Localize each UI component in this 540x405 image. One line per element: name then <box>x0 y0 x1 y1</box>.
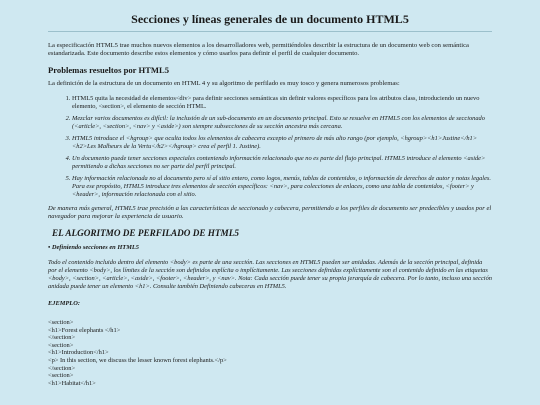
page-title: Secciones y líneas generales de un documento HTML5 <box>131 12 409 26</box>
problem-item: 2. Mezclar varios documentos es difícil: la inclusión de un sub-documento en un documento principal. Esto se resuelve en HTML5 con los elementos de seccionado (<article>, <section>, <nav> y <aside>) son siempre subsecciones de su sección ancestra más cercana. <box>72 115 492 131</box>
problem-item: 5. Hay información relacionada no al documento pero sí al sitio entero, como logos, menús, tablas de contenidos, o información de derechos de autor y notas legales. Para ese propósito, HTML5 introduce tres elementos de sección específicos: <nav>, para colecciones de enlaces, como una tabla de contenidos, <footer> y <header>, información relacionada con el sitio. <box>72 175 492 199</box>
problem-item: 4. Un documento puede tener secciones especiales conteniendo información relacionado que no es parte del flujo principal. HTML5 introduce el elemento <aside> permitiendo a dichas secciones no ser parte del perfil principal. <box>72 155 492 171</box>
algorithm-body: Todo el contenido incluido dentro del elemento <body> es parte de una sección. Las secciones en HTML5 pueden ser anidadas. Además de la sección principal, definida por el elemento <body>, los límites de la sección son definidos explícita o implícitamente. Las secciones definidas explícitamente son el contenido definido en las etiquetas <body>, <section>, <article>, <aside>, <footer>, <header>, y <nav>. Nota: Cada sección puede tener su propia jerarquía de cabecera. Por lo tanto, incluso una sección anidada puede tener un elemento <h1>. Consulte también Definiendo cabeceras en HTML5. <box>48 259 492 290</box>
problems-heading: Problemas resueltos por HTML5 <box>48 65 170 75</box>
problems-intro: La definición de la estructura de un documento en HTML 4 y su algoritmo de perfilado es muy tosco y genera numerosos problemas: <box>48 80 400 87</box>
conclusion-paragraph: De manera más general, HTML5 trae precisión a las características de seccionado y cabecera, permitiendo a los perfiles de documento ser predecibles y usados por el navegador para mejorar la experiencia de usuario. <box>48 205 492 220</box>
bullet-heading: • Definiendo secciones en HTML5 <box>48 244 139 251</box>
example-label: EJEMPLO: <box>48 300 80 307</box>
problem-item: 3. HTML5 introduce el <hgroup> que oculta todos los elementos de cabecera excepto el primero de más alto rango (por ejemplo, <hgroup><h1>Justine</h1><h2>Les Malheurs de la Vertu</h2></hgroup> crea el perfil 1. Justine). <box>72 135 492 151</box>
title-divider <box>48 31 492 32</box>
algorithm-heading: EL ALGORITMO DE PERFILADO DE HTML5 <box>52 228 239 238</box>
problems-list <box>48 95 492 199</box>
code-example: <section> <h1>Forest elephants </h1> </section> <section> <h1>Introduction</h1> <p> In this section, we discuss the lesser known forest elephants.</p> </section> <section> <h1>Habitat</h1> <box>48 319 227 387</box>
problem-item: 1. HTML5 quita la necesidad de elementos<div> para definir secciones semánticas sin definir valores específicos para los atributos class, introduciendo un nuevo elemento, <section>, el elemento de sección HTML. <box>72 95 492 111</box>
intro-paragraph: La especificación HTML5 trae muchos nuevos elementos a los desarrolladores web, permitiéndoles describir la estructura de un documento web con semántica estandarizada. Este documento describe estos elementos y cómo usarlos para definir el perfil de cualquier documento. <box>48 42 469 57</box>
